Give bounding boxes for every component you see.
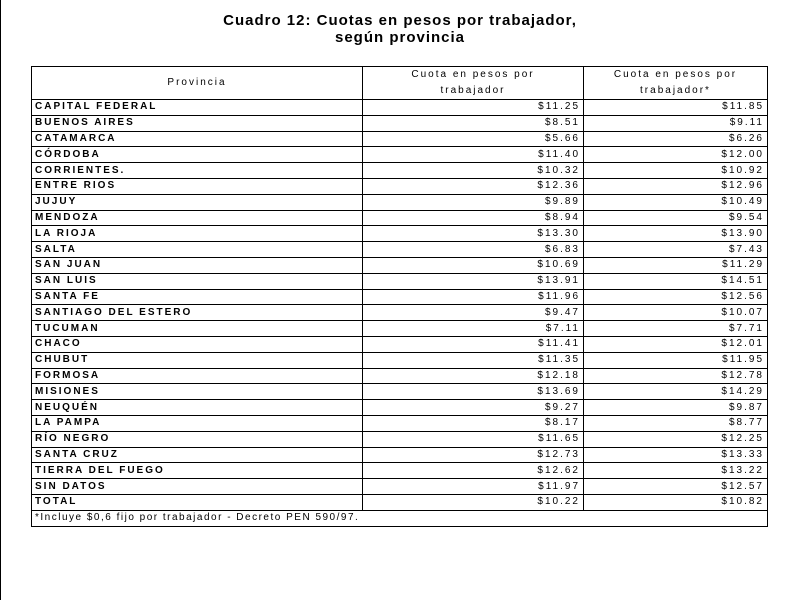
cell-cuota-fijo: $10.92 [584,163,768,179]
cell-cuota: $10.22 [363,494,584,510]
cell-cuota: $10.69 [363,257,584,273]
cell-cuota-fijo: $9.11 [584,115,768,131]
cell-provincia: CHUBUT [32,352,363,368]
cell-cuota-fijo: $10.07 [584,305,768,321]
table-row [32,368,768,384]
header-row [32,67,768,100]
cell-cuota-fijo: $14.51 [584,273,768,289]
table-row [32,400,768,416]
table-row [32,163,768,179]
cell-cuota: $10.32 [363,163,584,179]
quota-table [31,66,768,527]
cell-cuota-fijo: $12.00 [584,147,768,163]
cell-cuota: $9.27 [363,400,584,416]
cell-cuota-fijo: $11.29 [584,257,768,273]
table-row [32,289,768,305]
table-row [32,210,768,226]
cell-cuota-fijo: $12.01 [584,336,768,352]
cell-cuota-fijo: $10.82 [584,494,768,510]
cell-provincia: FORMOSA [32,368,363,384]
cell-provincia: TIERRA DEL FUEGO [32,463,363,479]
table-row [32,131,768,147]
table-row [32,463,768,479]
table-row [32,273,768,289]
cell-provincia: BUENOS AIRES [32,115,363,131]
table-row [32,226,768,242]
frame-left-edge [0,0,1,600]
cell-provincia: SALTA [32,242,363,258]
cell-provincia: CHACO [32,336,363,352]
table-row [32,352,768,368]
cell-cuota-fijo: $7.43 [584,242,768,258]
title-line-2: según provincia [334,29,466,46]
title-line-1: Cuadro 12: Cuotas en pesos por trabajador, [223,12,577,29]
footnote-row [32,510,768,526]
table-row [32,115,768,131]
cell-cuota-fijo: $9.87 [584,400,768,416]
header-cuota-fijo-line-1: Cuota en pesos por [613,69,738,80]
cell-provincia: MISIONES [32,384,363,400]
cell-provincia: LA PAMPA [32,415,363,431]
cell-cuota: $13.69 [363,384,584,400]
cell-cuota: $13.91 [363,273,584,289]
cell-cuota: $13.30 [363,226,584,242]
cell-cuota: $11.65 [363,431,584,447]
cell-provincia: SANTA FE [32,289,363,305]
header-cuota [363,67,584,100]
header-cuota-fijo [584,67,768,100]
cell-provincia: SANTA CRUZ [32,447,363,463]
cell-provincia: CAPITAL FEDERAL [32,100,363,116]
cell-cuota-fijo: $12.96 [584,178,768,194]
cell-cuota: $11.25 [363,100,584,116]
cell-cuota: $12.73 [363,447,584,463]
cell-provincia: LA RIOJA [32,226,363,242]
cell-cuota: $11.40 [363,147,584,163]
cell-cuota-fijo: $13.22 [584,463,768,479]
cell-provincia: SANTIAGO DEL ESTERO [32,305,363,321]
cell-cuota: $6.83 [363,242,584,258]
cell-cuota: $12.18 [363,368,584,384]
footnote: *Incluye $0,6 fijo por trabajador - Decreto PEN 590/97. [32,510,768,526]
table-row [32,305,768,321]
cell-cuota: $5.66 [363,131,584,147]
cell-provincia: CORRIENTES. [32,163,363,179]
cell-cuota: $11.35 [363,352,584,368]
cell-cuota: $7.11 [363,321,584,337]
table-row [32,178,768,194]
cell-provincia: NEUQUÉN [32,400,363,416]
table-row [32,415,768,431]
cell-cuota: $9.47 [363,305,584,321]
table-row [32,479,768,495]
cell-cuota-fijo: $11.95 [584,352,768,368]
table-title [0,12,800,46]
table-row [32,431,768,447]
cell-cuota: $8.17 [363,415,584,431]
cell-cuota-fijo: $12.57 [584,479,768,495]
cell-cuota: $8.51 [363,115,584,131]
cell-cuota: $12.36 [363,178,584,194]
cell-cuota-fijo: $12.78 [584,368,768,384]
cell-cuota: $11.97 [363,479,584,495]
cell-cuota-fijo: $12.56 [584,289,768,305]
cell-cuota-fijo: $10.49 [584,194,768,210]
cell-cuota-fijo: $12.25 [584,431,768,447]
cell-provincia: TUCUMAN [32,321,363,337]
cell-cuota: $8.94 [363,210,584,226]
cell-provincia: SAN JUAN [32,257,363,273]
header-provincia: Provincia [32,67,363,100]
table-row [32,147,768,163]
cell-provincia: SIN DATOS [32,479,363,495]
cell-cuota-fijo: $11.85 [584,100,768,116]
cell-provincia: ENTRE RIOS [32,178,363,194]
cell-cuota: $12.62 [363,463,584,479]
table-row [32,384,768,400]
cell-cuota-fijo: $6.26 [584,131,768,147]
header-cuota-fijo-line-2: trabajador* [640,85,711,96]
cell-cuota-fijo: $9.54 [584,210,768,226]
cell-provincia: JUJUY [32,194,363,210]
cell-provincia: RÍO NEGRO [32,431,363,447]
cell-provincia: MENDOZA [32,210,363,226]
cell-provincia: SAN LUIS [32,273,363,289]
cell-cuota: $9.89 [363,194,584,210]
table-body [32,100,768,511]
header-cuota-line-2: trabajador [440,85,506,96]
cell-cuota: $11.96 [363,289,584,305]
cell-cuota-fijo: $14.29 [584,384,768,400]
cell-cuota-fijo: $8.77 [584,415,768,431]
cell-cuota-fijo: $7.71 [584,321,768,337]
cell-provincia: CATAMARCA [32,131,363,147]
table-row [32,242,768,258]
table-row [32,100,768,116]
cell-cuota: $11.41 [363,336,584,352]
table-row [32,336,768,352]
table-row [32,194,768,210]
table-row [32,447,768,463]
table-row [32,257,768,273]
cell-cuota-fijo: $13.33 [584,447,768,463]
table-row [32,494,768,510]
cell-cuota-fijo: $13.90 [584,226,768,242]
cell-provincia: TOTAL [32,494,363,510]
cell-provincia: CÓRDOBA [32,147,363,163]
header-cuota-line-1: Cuota en pesos por [411,69,535,80]
table-row [32,321,768,337]
